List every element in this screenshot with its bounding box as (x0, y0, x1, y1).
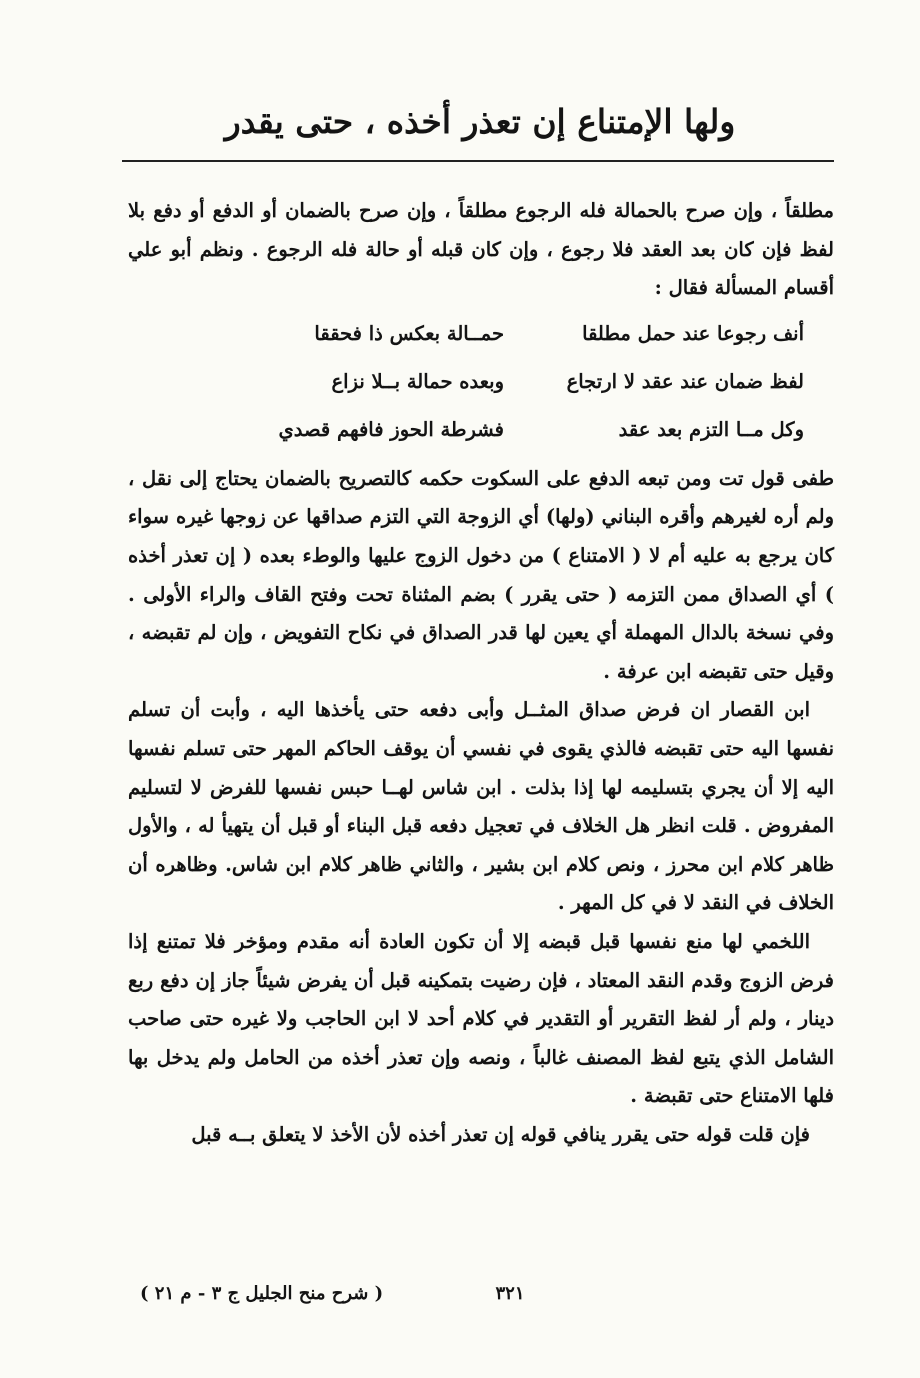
verse-second-hemistich: حمــالة بعكس ذا فحققا (314, 321, 504, 345)
verse-line (128, 310, 834, 358)
page-header-title: ولها الإمتناع إن تعذر أخذه ، حتى يقدر (224, 102, 736, 141)
paragraph-2: طفى قول تت ومن تبعه الدفع على السكوت حكمه كالتصريح بالضمان يحتاج إلى نقل ، ولم أره لغيرهم وأقره البناني (ولها) أي الزوجة التي التزم صداقها عن زوجها غيره سواء كان يرجع به عليه أم لا ( الامتناع ) من دخول الزوج عليها والوطء بعده ( إن تعذر أخذه ) أي الصداق ممن التزمه ( حتى يقرر ) بضم المثناة تحت وفتح القاف والراء الأولى . وفي نسخة بالدال المهملة أي يعين لها قدر الصداق في نكاح التفويض ، وإن لم تقبضه ، وقيل حتى تقبضه ابن عرفة . (128, 466, 834, 683)
page-footer (140, 1277, 820, 1311)
paragraph-3: ابن القصار ان فرض صداق المثــل وأبى دفعه حتى يأخذها اليه ، وأبت أن تسلم نفسها اليه حتى تقبضه فالذي يقوى في نفسي أن يوقف الحاكم المهر حتى تسلم نفسها اليه إلا أن يجري بتسليمه لها إذا بذلت . ابن شاس لهــا حبس نفسها للفرض لا لتسليم المفروض . قلت انظر هل الخلاف في تعجيل دفعه قبل البناء أو قبل أن يتهيأ له ، والأول ظاهر كلام ابن محرز ، ونص كلام ابن بشير ، والثاني ظاهر كلام ابن شاس. وظاهره أن الخلاف في النقد لا في كل المهر . (128, 698, 834, 915)
verse-first-hemistich: وكل مــا التزم بعد عقد (618, 417, 804, 441)
verse-second-hemistich: فشرطة الحوز فافهم قصدي (278, 417, 504, 441)
verse-line (128, 358, 834, 406)
verse-first-hemistich: لفظ ضمان عند عقد لا ارتجاع (566, 369, 804, 393)
paragraph-1: مطلقاً ، وإن صرح بالحمالة فله الرجوع مطلقاً ، وإن صرح بالضمان أو الدفع أو دفع بلا لفظ فإن كان بعد العقد فلا رجوع ، وإن كان قبله أو حالة فله الرجوع . ونظم أبو علي أقسام المسألة فقال : (128, 199, 834, 300)
body-text (128, 192, 834, 1154)
verse-line (128, 406, 834, 454)
verse-first-hemistich: أنف رجوعا عند حمل مطلقا (582, 321, 804, 345)
verse-second-hemistich: وبعده حمالة بــلا نزاع (331, 369, 504, 393)
paragraph-4: اللخمي لها منع نفسها قبل قبضه إلا أن تكون العادة أنه مقدم ومؤخر فلا تمتنع إذا فرض الزوج وقدم النقد المعتاد ، فإن رضيت بتمكينه قبل أن يفرض شيئاً جاز إن دفع ربع دينار ، ولم أر لفظ التقرير أو التقدير في كلام أحد لا ابن الحاجب ولا غيره حتى صاحب الشامل الذي يتبع لفظ المصنف غالباً ، ونصه وإن تعذر أخذه من الحامل ولم يدخل بها فلها الامتناع حتى تقبضة . (128, 929, 834, 1108)
page-number: ٣٢١ (495, 1283, 525, 1304)
paragraph-5: فإن قلت قوله حتى يقرر ينافي قوله إن تعذر أخذه لأن الأخذ لا يتعلق بــه قبل (191, 1122, 810, 1146)
poem-verses (128, 310, 834, 454)
header-rule (122, 160, 834, 162)
source-citation: ( شرح منح الجليل ج ٣ - م ٢١ ) (140, 1283, 384, 1304)
